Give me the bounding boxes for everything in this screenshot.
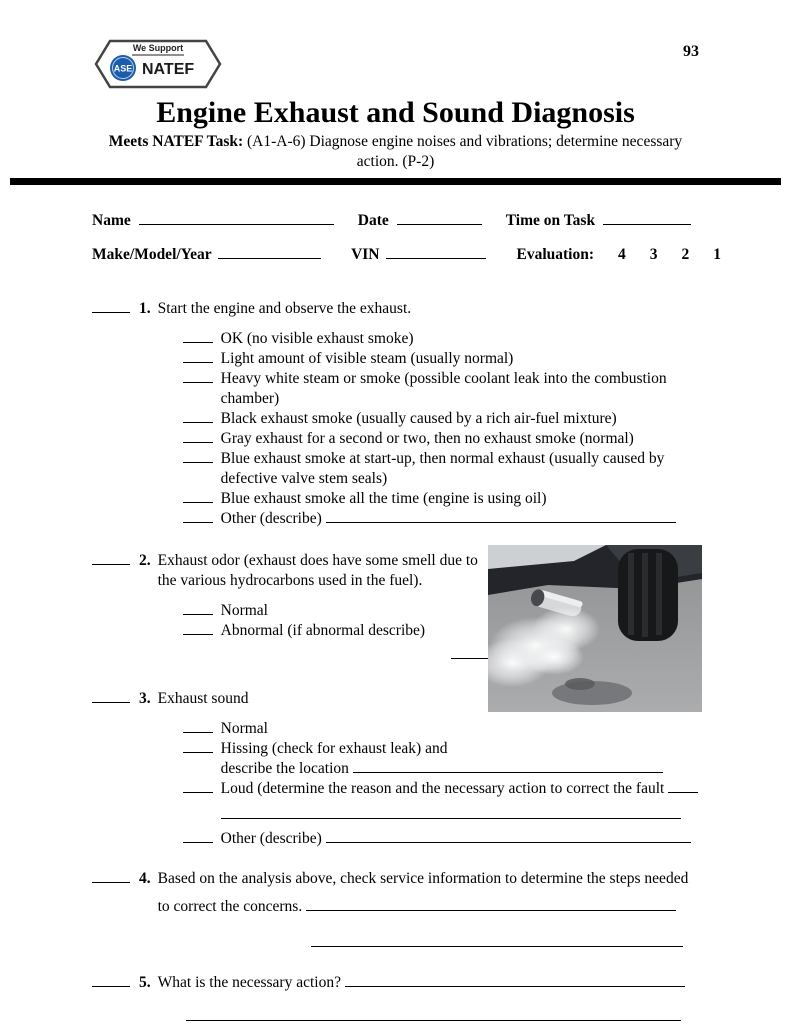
exhaust-photo [488,545,702,712]
loud-continue-blank[interactable] [221,805,681,819]
check-blank[interactable] [183,779,213,793]
time-on-task-blank[interactable] [603,211,691,225]
checklist-option [183,449,721,489]
meets-natef-task [96,132,696,172]
question-1-options [183,329,721,529]
loud-blank[interactable] [668,779,698,793]
location-blank[interactable] [353,759,663,773]
evaluation-score-2[interactable]: 2 [681,246,690,263]
question-5-line1 [158,973,721,993]
divider-rule [10,178,781,185]
check-blank[interactable] [183,429,213,443]
check-blank[interactable] [183,719,213,733]
vin-label: VIN [351,246,380,263]
option-label: Light amount of visible steam (usually normal) [220,350,514,367]
question-2-score-blank[interactable] [92,551,130,565]
checklist-option [183,369,721,409]
question-1-text: Start the engine and observe the exhaust. [157,300,412,317]
option-label: Other (describe) [220,510,322,527]
answer-blank[interactable] [311,933,683,947]
check-blank[interactable] [183,369,213,383]
we-support-label: We Support [132,43,184,53]
meets-natef-task-label: Meets NATEF Task: [108,133,244,150]
page-header [92,34,699,92]
option-label: Blue exhaust smoke at start-up, then normal exhaust (usually caused by defective valve stem seals) [220,450,665,487]
name-label: Name [92,212,131,229]
option-label: Heavy white steam or smoke (possible coolant leak into the combustion chamber) [220,370,667,407]
option-label: OK (no visible exhaust smoke) [220,330,414,347]
date-blank[interactable] [397,211,482,225]
natef-logo [92,34,224,92]
question-3-number: 3. [139,690,151,707]
check-blank[interactable] [183,509,213,523]
question-3-score-blank[interactable] [92,689,130,703]
natef-label: NATEF [142,61,195,78]
form-row-2 [92,245,721,265]
check-blank[interactable] [183,329,213,343]
check-blank[interactable] [183,829,213,843]
question-3-options [183,719,721,849]
option-label: Other (describe) [220,830,322,847]
answer-blank[interactable] [306,897,676,911]
question-5-text: What is the necessary action? [157,974,341,991]
checklist-option [183,829,721,849]
question-3-text: Exhaust sound [157,690,249,707]
evaluation-label: Evaluation: [516,246,594,263]
question-4-text-line1: Based on the analysis above, check service information to determine the steps needed [157,870,689,887]
check-blank[interactable] [183,409,213,423]
checklist-option [183,779,721,799]
other-describe-blank[interactable] [326,829,691,843]
evaluation-score-3[interactable]: 3 [649,246,658,263]
make-model-year-blank[interactable] [218,245,321,259]
vin-blank[interactable] [386,245,487,259]
date-label: Date [357,212,389,229]
question-3 [92,689,721,849]
check-blank[interactable] [183,489,213,503]
question-1-score-blank[interactable] [92,299,130,313]
ase-label: ASE [113,63,133,74]
question-5-number: 5. [139,974,151,991]
answer-blank[interactable] [345,973,685,987]
checklist-option [183,409,721,429]
loud-continue-row [221,805,721,825]
option-label: Normal [220,602,268,619]
question-2-text: Exhaust odor (exhaust does have some smell due to the various hydrocarbons used in the fuel). [157,552,478,589]
checklist-option [183,329,721,349]
tire-tread [628,553,634,635]
name-blank[interactable] [139,211,334,225]
evaluation-score-4[interactable]: 4 [618,246,626,263]
question-1 [92,299,721,529]
question-5-score-blank[interactable] [92,973,130,987]
option-label: Normal [220,720,268,737]
question-4-text-line2: to correct the concerns. [157,898,303,915]
page-title: Engine Exhaust and Sound Diagnosis [156,96,635,129]
exhaust-smoke [524,639,584,675]
check-blank[interactable] [183,349,213,363]
checklist-option [183,739,721,779]
form-row-1 [92,211,721,231]
check-blank[interactable] [183,601,213,615]
check-blank[interactable] [183,449,213,463]
question-4 [92,869,721,953]
checklist-option [183,509,721,529]
question-5 [92,973,721,1024]
oil-stain [565,678,595,690]
tire-tread [656,553,662,635]
answer-blank[interactable] [186,1007,681,1021]
make-model-year-label: Make/Model/Year [92,246,212,263]
checklist-option [183,489,721,509]
question-1-number: 1. [139,300,151,317]
question-4-score-blank[interactable] [92,869,130,883]
checklist-option [183,429,721,449]
check-blank[interactable] [183,621,213,635]
meets-natef-task-text: (A1-A-6) Diagnose engine noises and vibrations; determine necessary action. (P-2) [247,133,683,170]
checklist-option [183,349,721,369]
abnormal-describe-blank[interactable] [451,645,489,659]
option-label: Loud (determine the reason and the necessary action to correct the fault [220,780,665,797]
time-on-task-label: Time on Task [505,212,596,229]
checklist-option [183,719,721,739]
option-label: Abnormal (if abnormal describe) [220,622,426,639]
question-4-number: 4. [139,870,151,887]
question-5-extra-line [186,1007,721,1024]
option-label: describe the location [220,760,349,777]
evaluation-score-1[interactable]: 1 [713,246,721,263]
option-label: Hissing (check for exhaust leak) and [220,740,448,757]
question-4-line2 [158,897,721,917]
question-4-extra-line [311,933,721,953]
tire-tread [642,553,648,637]
page-number: 93 [683,43,699,60]
question-2-number: 2. [139,552,151,569]
option-label: Gray exhaust for a second or two, then no exhaust smoke (normal) [220,430,634,447]
option-label: Blue exhaust smoke all the time (engine is using oil) [220,490,547,507]
check-blank[interactable] [183,739,213,753]
other-describe-blank[interactable] [326,509,676,523]
option-label: Black exhaust smoke (usually caused by a rich air-fuel mixture) [220,410,617,427]
